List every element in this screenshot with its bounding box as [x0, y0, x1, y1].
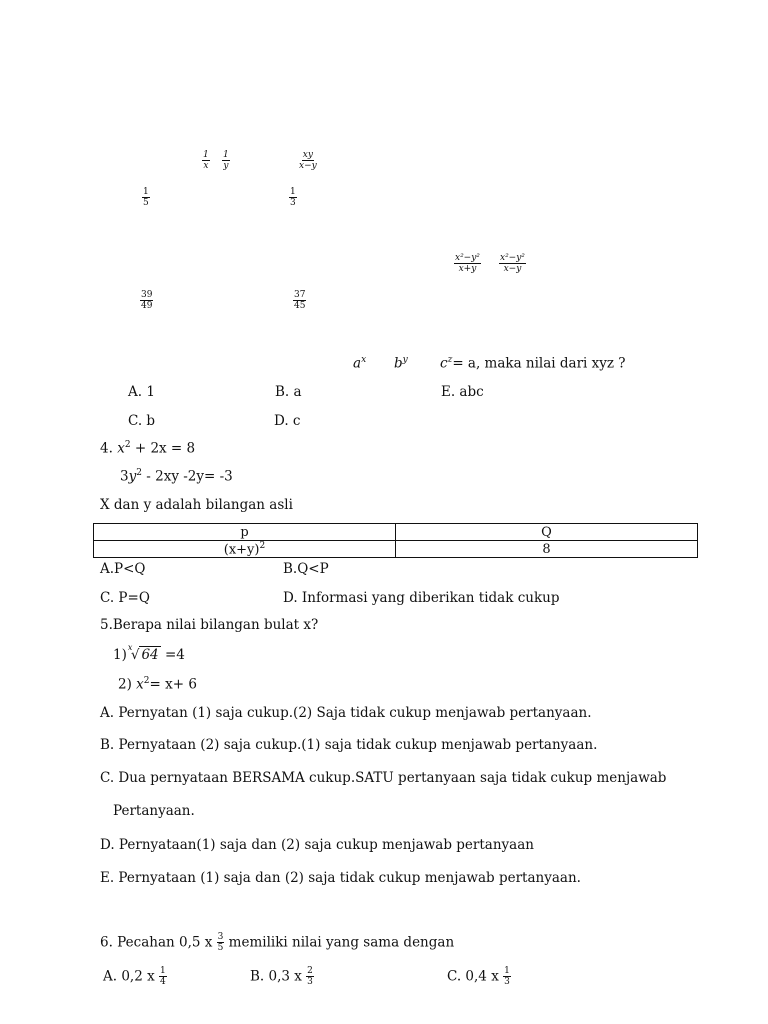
fraction-diff-squares-over-diff: $\frac{\text{x²−y²}}{x-y}$ [500, 253, 525, 275]
power-c-z-question: $c^z= a$, maka nilai dari xyz ? [440, 355, 626, 372]
q5-option-a: A. Pernyatan (1) saja cukup.(2) Saja tidak cukup menjawab pertanyaan. [100, 705, 592, 721]
q4-equation-1: 4. $x^2 + 2x = 8$ [100, 440, 196, 457]
table-row [94, 541, 698, 558]
table-cell-p-value: $(x+y)^2$ [94, 541, 396, 558]
q5-question: 5.Berapa nilai bilangan bulat x? [100, 617, 319, 633]
fraction-39-over-49: $\frac{39}{49}$ [141, 290, 153, 312]
option-e: E. abc [441, 384, 484, 400]
q6-option-b: B. 0,3 x $\frac{2}{3}$ [250, 966, 313, 988]
fraction-diff-squares-over-sum: $\frac{\text{x²−y²}}{x+y}$ [455, 253, 480, 275]
q4-note: X dan y adalah bilangan asli [100, 497, 293, 513]
comparison-table [93, 523, 698, 558]
fraction-37-over-45: $\frac{37}{45}$ [294, 290, 306, 312]
fraction-1-over-3: $\frac{1}{3}$ [290, 187, 296, 209]
q6-question: 6. Pecahan 0,5 x $\frac{3}{5}$ memiliki nilai yang sama dengan [100, 932, 455, 954]
fraction-xy-over-x-minus-y: $\frac{xy}{x-y}$ [299, 150, 317, 172]
q6-option-a: A. 0,2 x $\frac{1}{4}$ [103, 966, 166, 988]
q4-equation-2: $3y^2 - 2xy$ -2y= -3 [120, 468, 233, 485]
table-row [94, 524, 698, 541]
table-cell-q-value: 8 [396, 541, 698, 558]
q5-statement-2: 2) $x^2= x+ 6$ [118, 676, 197, 693]
q5-option-c: C. Dua pernyataan BERSAMA cukup.SATU pertanyaan saja tidak cukup menjawab [100, 770, 667, 786]
power-a-x: $a^x$ [353, 355, 367, 372]
q4-option-a: A.P<Q [100, 561, 146, 577]
fraction-1-over-y: $\frac{1}{y}$ [223, 150, 229, 172]
option-d: D. c [274, 413, 301, 429]
q5-statement-1: 1) x √ 64 =4 [113, 643, 185, 663]
table-header-q: Q [396, 524, 698, 541]
option-b: B. a [275, 384, 302, 400]
q5-option-c-continued: Pertanyaan. [113, 803, 195, 819]
fraction-1-over-5: $\frac{1}{5}$ [143, 187, 149, 209]
q5-option-e: E. Pernyataan (1) saja dan (2) saja tidak cukup menjawab pertanyaan. [100, 870, 581, 886]
option-c: C. b [128, 413, 156, 429]
q5-option-d: D. Pernyataan(1) saja dan (2) saja cukup menjawab pertanyaan [100, 837, 534, 853]
q4-option-d: D. Informasi yang diberikan tidak cukup [283, 590, 560, 606]
power-b-y: $b^y$ [394, 355, 408, 372]
fraction-1-over-x: $\frac{1}{x}$ [203, 150, 209, 172]
option-a: A. 1 [128, 384, 155, 400]
q4-option-c: C. P=Q [100, 590, 150, 606]
q5-option-b: B. Pernyataan (2) saja cukup.(1) saja tidak cukup menjawab pertanyaan. [100, 737, 598, 753]
q4-option-b: B.Q<P [283, 561, 329, 577]
q6-option-c: C. 0,4 x $\frac{1}{3}$ [447, 966, 510, 988]
table-header-p: p [94, 524, 396, 541]
